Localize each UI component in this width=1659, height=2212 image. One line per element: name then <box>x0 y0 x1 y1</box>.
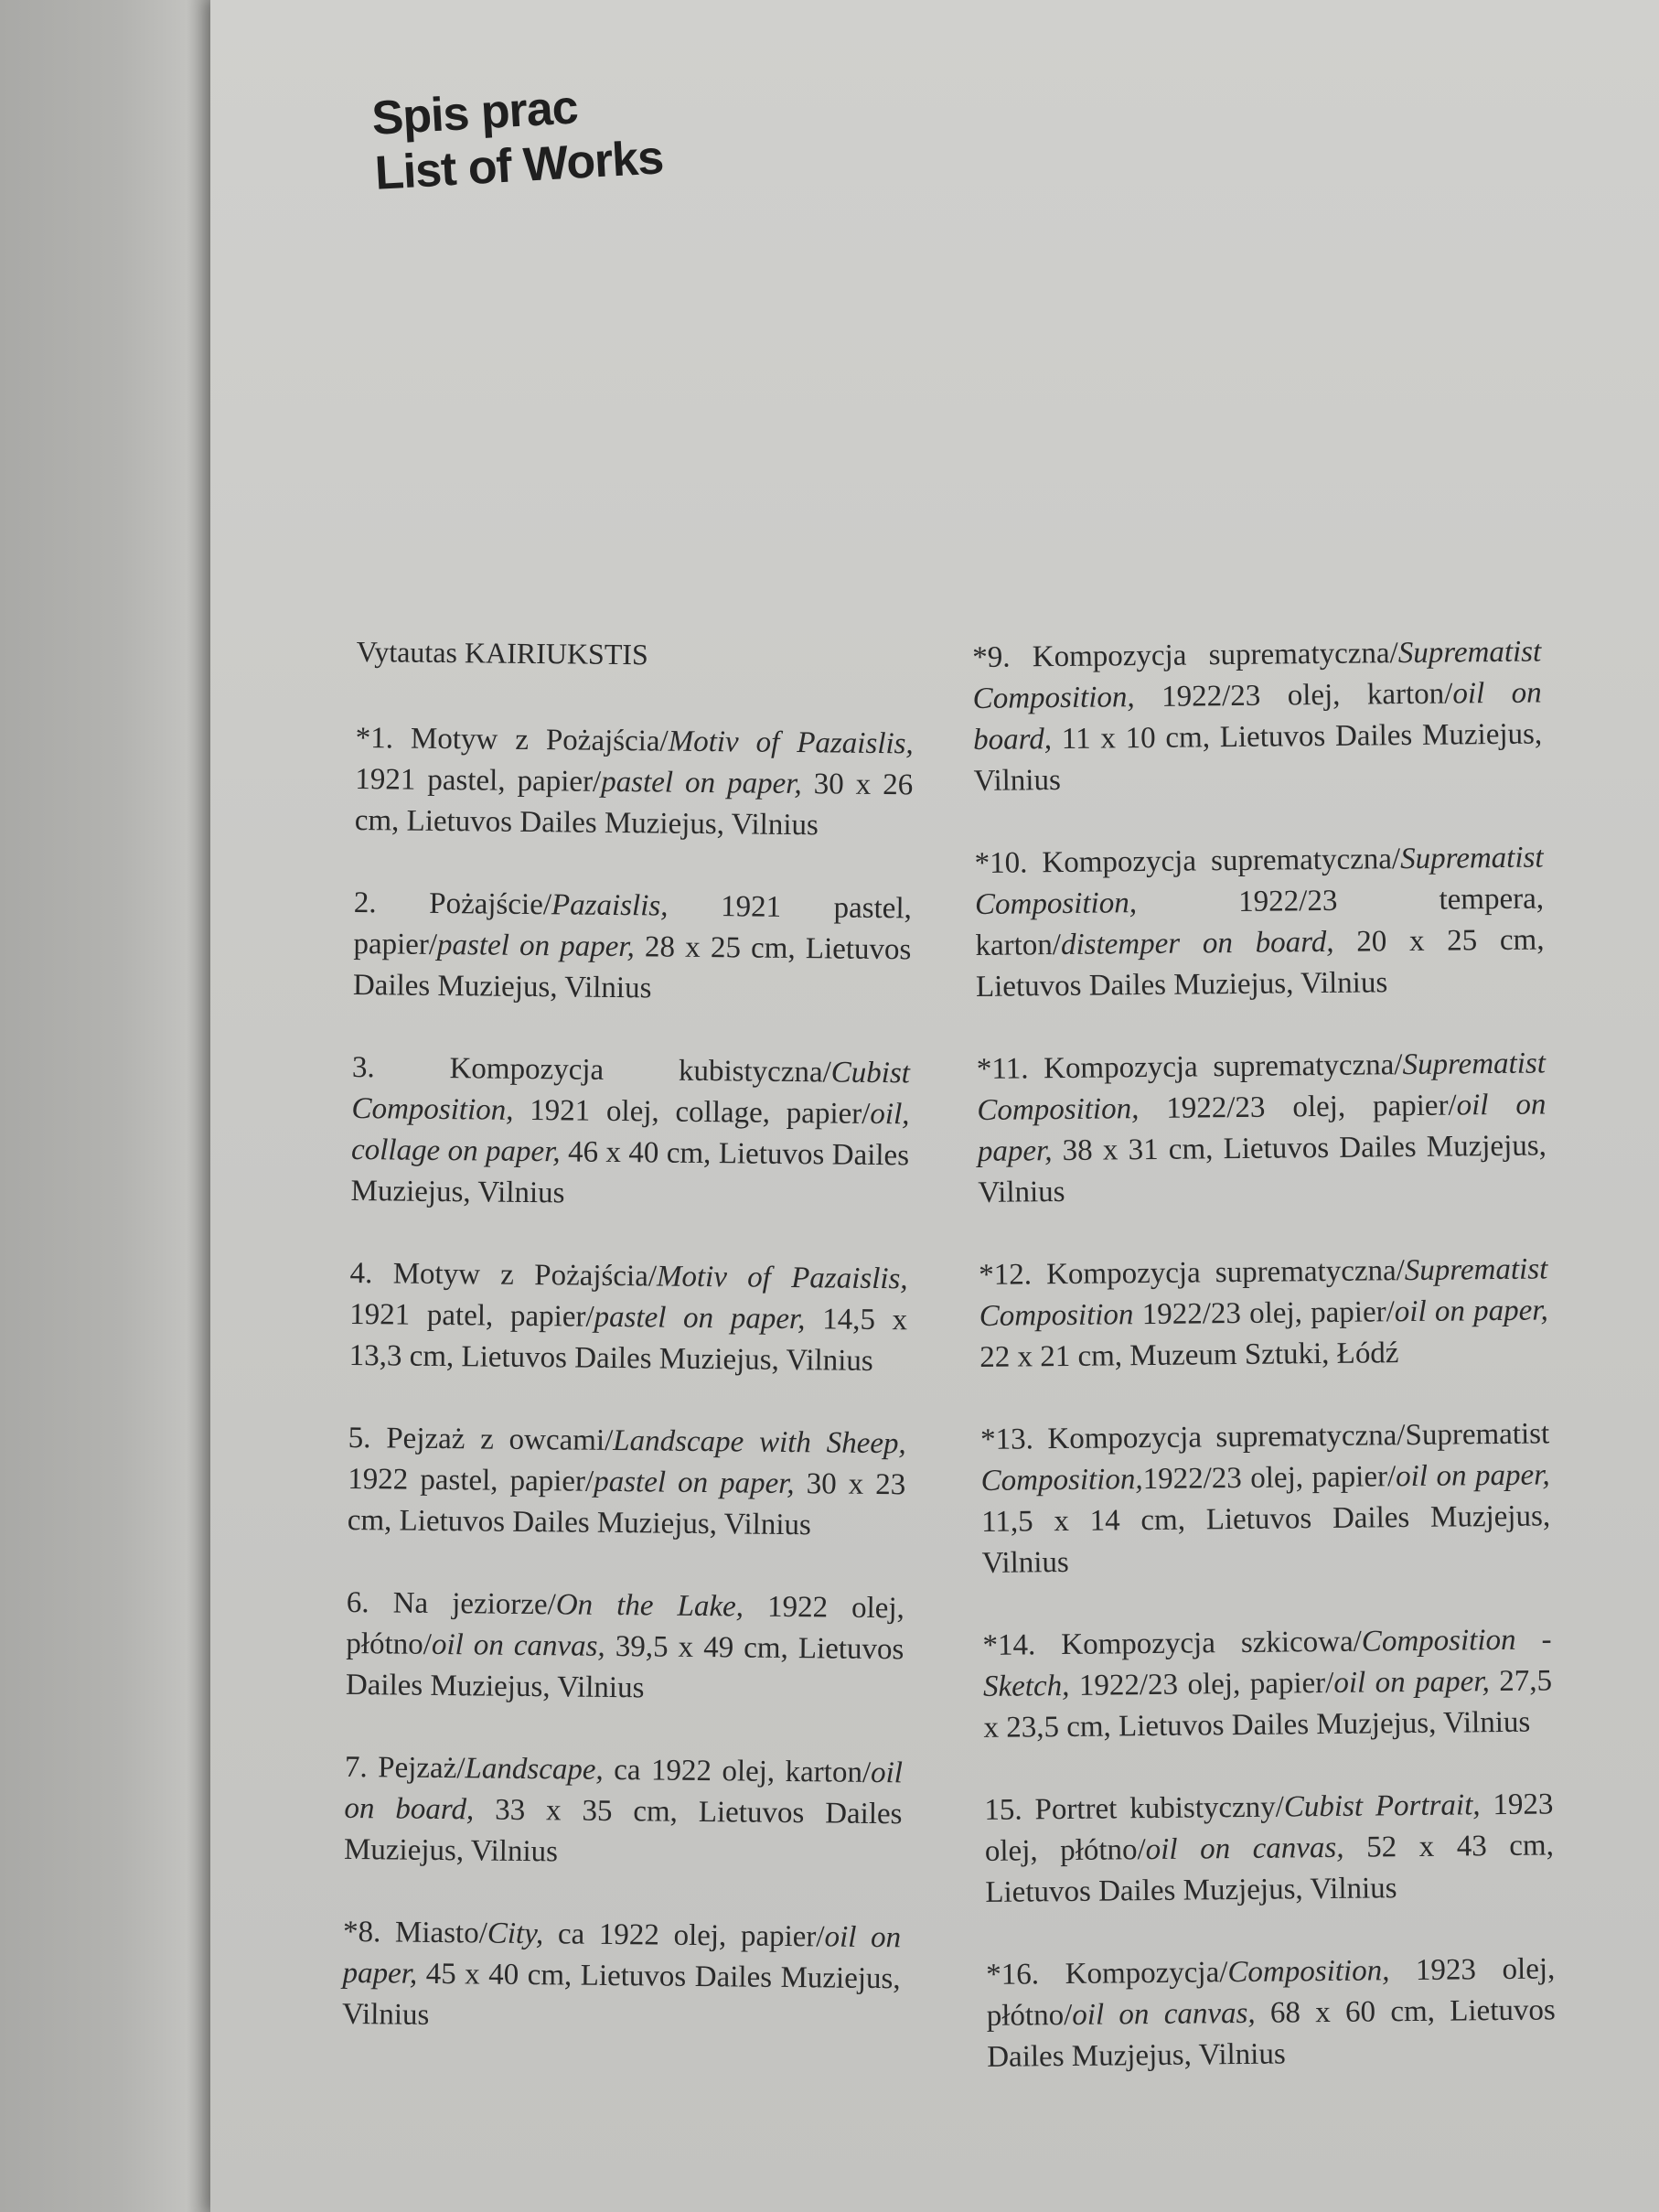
work-entry-15: 15. Portret kubistyczny/Cubist Portrait, 1923 olej, płótno/oil on canvas, 52 x 43 cm, Lietuvos Dailes Muzjejus, Vilnius <box>984 1788 1555 1909</box>
work-entry-7: 7. Pejzaż/Landscape, ca 1922 olej, karton/oil on board, 33 x 35 cm, Lietuvos Dailes Muziejus, Vilnius <box>343 1750 904 1869</box>
work-entry-6: 6. Na jeziorze/On the Lake, 1922 olej, płótno/oil on canvas, 39,5 x 49 cm, Lietuvos Dailes Muziejus, Vilnius <box>345 1585 905 1705</box>
work-entry-4: 4. Motyw z Pożajścia/Motiv of Pazaislis, 1921 patel, papier/pastel on paper, 14,5 x 13,3 cm, Lietuvos Dailes Muziejus, Vilnius <box>348 1256 908 1378</box>
heading-english: List of Works <box>373 131 665 200</box>
work-entry-1: *1. Motyw z Pożajścia/Motiv of Pazaislis, 1921 pastel, papier/pastel on paper, 30 x 26 cm, Lietuvos Dailes Muziejus, Vilnius <box>354 721 914 843</box>
page-heading <box>370 75 665 200</box>
artist-name: Vytautas KAIRIUKSTIS <box>356 634 649 671</box>
work-entry-12: *12. Kompozycja suprematyczna/Suprematist Composition 1922/23 olej, papier/oil on paper, 22 x 21 cm, Muzeum Sztuki, Łódź <box>979 1252 1548 1374</box>
work-entry-8: *8. Miasto/City, ca 1922 olej, papier/oil on paper, 45 x 40 cm, Lietuvos Dailes Muziejus, Vilnius <box>341 1915 902 2032</box>
work-entry-2: 2. Pożajście/Pazaislis, 1921 pastel, papier/pastel on paper, 28 x 25 cm, Lietuvos Dailes Muziejus, Vilnius <box>352 886 913 1005</box>
work-entry-10: *10. Kompozycja suprematyczna/Suprematist Composition, 1922/23 tempera, karton/distemper on board, 20 x 25 cm, Lietuvos Dailes Muziejus, Vilnius <box>974 841 1545 1004</box>
facing-page-edge <box>0 0 219 2212</box>
work-entry-9: *9. Kompozycja suprematyczna/Suprematist Composition, 1922/23 olej, karton/oil on board, 11 x 10 cm, Lietuvos Dailes Muziejus, Vilnius <box>972 635 1543 798</box>
work-entry-5: 5. Pejzaż z owcami/Landscape with Sheep, 1922 pastel, papier/pastel on paper, 30 x 23 cm, Lietuvos Dailes Muziejus, Vilnius <box>347 1421 906 1542</box>
work-entry-14: *14. Kompozycja szkicowa/Composition - Sketch, 1922/23 olej, papier/oil on paper, 27,5 x 23,5 cm, Lietuvos Dailes Muzjejus, Vilnius <box>982 1623 1553 1745</box>
work-entry-13: *13. Kompozycja suprematyczna/Suprematist Composition,1922/23 olej, papier/oil on paper, 11,5 x 14 cm, Lietuvos Dailes Muzjejus, Vilnius <box>979 1417 1551 1580</box>
works-column-left <box>341 631 915 2082</box>
heading-polish: Spis prac <box>370 81 580 145</box>
work-entry-3: 3. Kompozycja kubistyczna/Cubist Composition, 1921 olej, collage, papier/oil, collage on paper, 46 x 40 cm, Lietuvos Dailes Muziejus, Vilnius <box>350 1050 911 1210</box>
work-entry-16: *16. Kompozycja/Composition, 1923 olej, płótno/oil on canvas, 68 x 60 cm, Lietuvos Dailes Muzjejus, Vilnius <box>986 1952 1556 2074</box>
work-entry-11: *11. Kompozycja suprematyczna/Suprematist Composition, 1922/23 olej, papier/oil on paper, 38 x 31 cm, Lietuvos Dailes Muzjejus, Vilnius <box>976 1047 1547 1209</box>
works-column-right <box>972 631 1557 2119</box>
